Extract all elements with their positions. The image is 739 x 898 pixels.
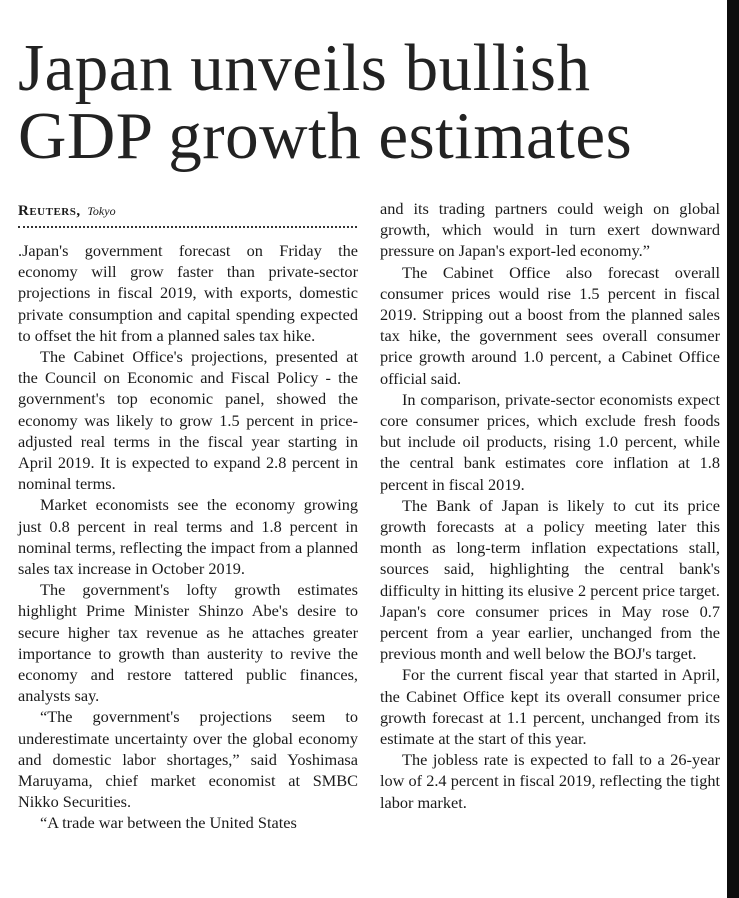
byline-agency: Reuters,: [18, 203, 81, 219]
article-column-1: [18, 240, 358, 834]
byline-city: Tokyo: [87, 204, 116, 218]
paragraph: For the current fiscal year that started in April, the Cabinet Office kept its overall consumer price growth forecast at 1.1 percent, unchanged from its estimate at the start of this year.: [380, 665, 720, 749]
paragraph: .Japan's government forecast on Friday the economy will grow faster than private-sector projections in fiscal 2019, with exports, domestic private consumption and capital spending expected to offset the hit from a planned sales tax hike.: [18, 241, 358, 345]
headline-line-1: Japan unveils bullish: [18, 31, 591, 105]
paragraph: Market economists see the economy growing just 0.8 percent in real terms and 1.8 percent in nominal terms, reflecting the impact from a planned sales tax increase in October 2019.: [18, 495, 358, 579]
paragraph: The Bank of Japan is likely to cut its price growth forecasts at a policy meeting later this month as long-term inflation expectations stall, sources said, highlighting the central bank's difficulty in hitting its elusive 2 percent price target. Japan's core consumer prices in May rose 0.7 percent from a year earlier, unchanged from the previous month and well below the BOJ's target.: [380, 495, 720, 664]
paragraph: and its trading partners could weigh on global growth, which would in turn exert downward pressure on Japan's export-led economy.”: [380, 199, 720, 261]
paragraph: The jobless rate is expected to fall to a 26-year low of 2.4 percent in fiscal 2019, reflecting the tight labor market.: [380, 750, 720, 812]
paragraph: The government's lofty growth estimates highlight Prime Minister Shinzo Abe's desire to secure higher tax revenue as he attaches greater importance to growth than austerity to revive the economy and restore tattered public finances, analysts say.: [18, 580, 358, 706]
paragraph: “The government's projections seem to underestimate uncertainty over the global economy and domestic labor shortages,” said Yoshimasa Maruyama, chief market economist at SMBC Nikko Securities.: [18, 707, 358, 812]
page-edge-shadow: [727, 0, 739, 898]
headline: [18, 31, 723, 173]
paragraph: The Cabinet Office's projections, presented at the Council on Economic and Fiscal Policy - the government's top economic panel, showed the economy was likely to grow 1.5 percent in price-adjusted real terms in the fiscal year starting in April 2019. It is expected to expand 2.8 percent in nominal terms.: [18, 347, 358, 494]
paragraph: In comparison, private-sector economists expect core consumer prices, which exclude fresh foods but include oil products, rising 1.0 percent, while the central bank estimates core inflation at 1.8 percent in fiscal 2019.: [380, 389, 720, 494]
paragraph: The Cabinet Office also forecast overall consumer prices would rise 1.5 percent in fiscal 2019. Stripping out a boost from the planned sales tax hike, the government sees overall consumer price growth around 1.0 percent, a Cabinet Office official said.: [380, 262, 720, 388]
paragraph: “A trade war between the United States: [40, 813, 297, 833]
byline-divider: [18, 226, 357, 228]
headline-line-2: GDP growth estimates: [18, 99, 633, 173]
byline: [18, 203, 358, 220]
article-column-2: [380, 198, 720, 813]
